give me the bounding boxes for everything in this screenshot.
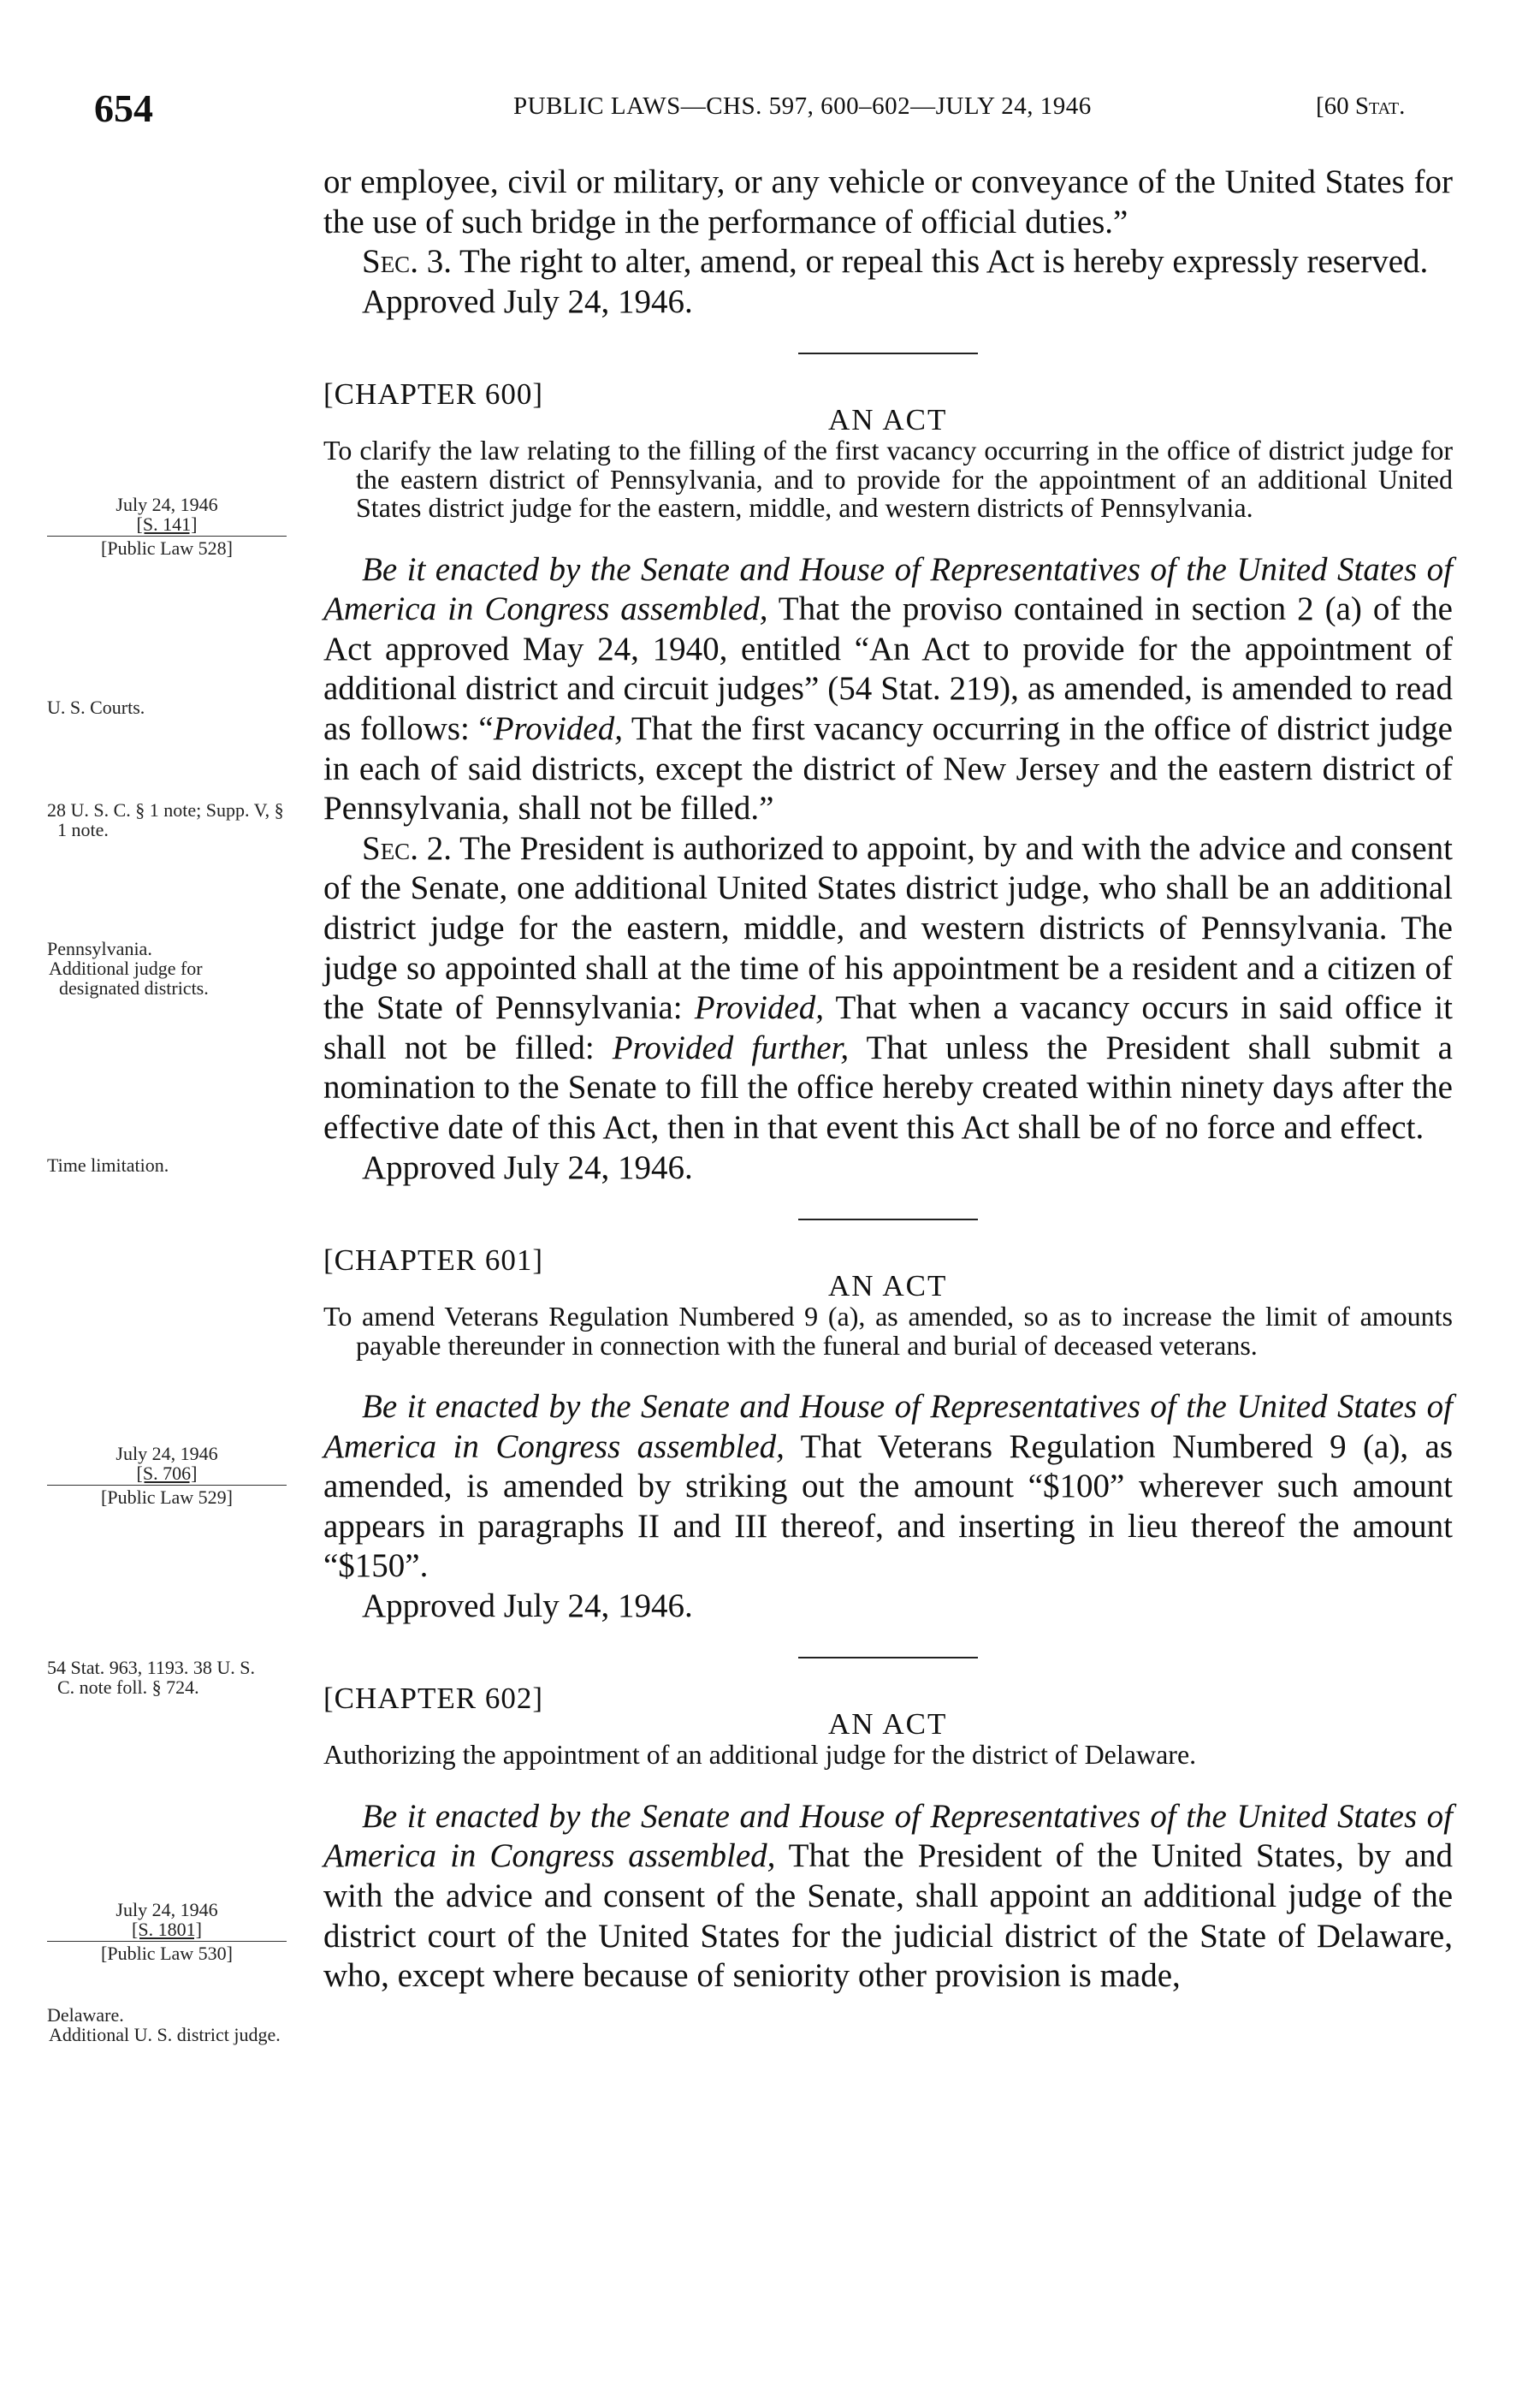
margin-note-delaware: [47, 2005, 287, 2044]
margin-public-law: [Public Law 530]: [101, 1943, 233, 1964]
main-text: [323, 163, 1453, 1997]
volume-stat: Stat.: [1354, 92, 1406, 120]
an-act-heading: AN ACT: [828, 1269, 948, 1303]
margin-note-time: Time limitation.: [47, 1154, 169, 1176]
body-text: That the first vacancy occurring in the office of district judge in each of said districts, except the district of New Jersey and the eastern district of Pennsylvania, shall not be filled.”: [323, 709, 1453, 828]
an-act-heading: AN ACT: [828, 1707, 948, 1741]
margin-note-pennsylvania: [47, 939, 287, 998]
ch600-approved: Approved July 24, 1946.: [362, 1148, 693, 1186]
ch601-purpose: To amend Veterans Regulation Numbered 9 (a), as amended, so as to increase the limit of amounts payable thereunder in connection with the funeral and burial of deceased veterans.: [323, 1301, 1453, 1361]
ch602-purpose: Authorizing the appointment of an additional judge for the district of Delaware.: [323, 1739, 1197, 1771]
ch600-section-2: [323, 829, 1453, 1148]
sec-label: Sec.: [362, 829, 418, 867]
running-head: PUBLIC LAWS—CHS. 597, 600–602—JULY 24, 1946: [513, 92, 1092, 120]
margin-ch601-header: [47, 1444, 287, 1507]
ch602-heading: [323, 1653, 1453, 1741]
body-text: That Veterans Regulation Numbered 9 (a), as amended, is amended by striking out the amount “$100” wherever such amount appears in paragraphs II and III thereof, and inserting in lieu thereof the amount “$150”.: [323, 1427, 1453, 1585]
margin-ch600-header: [47, 495, 287, 558]
margin-note-courts: U. S. Courts.: [47, 697, 145, 718]
ch597-approved: Approved July 24, 1946.: [362, 282, 693, 320]
margin-note-de-sub: Additional U. S. district judge.: [49, 2024, 281, 2045]
ch597-continuation: or employee, civil or military, or any vehicle or conveyance of the United States for the use of such bridge in the performance of official duties.”: [323, 163, 1453, 240]
ch602-section: [323, 1797, 1453, 1997]
margin-rule: [47, 1941, 287, 1942]
margin-note-usc: 28 U. S. C. § 1 note; Supp. V, § 1 note.: [47, 799, 284, 840]
body-text: That when a vacancy occurs in said office it shall not be filled:: [323, 989, 1453, 1066]
margin-public-law: [Public Law 529]: [101, 1486, 233, 1508]
sec-text: 3. The right to alter, amend, or repeal this Act is hereby expressly reserved.: [418, 243, 1429, 281]
chapter-rule: [798, 353, 978, 354]
ch600-section-1: [323, 550, 1453, 829]
ch600-purpose: To clarify the law relating to the filling of the first vacancy occurring in the office of district judge for the eastern district of Pennsylvania, and to provide for the appointment of an additional United States district judge for the eastern, middle, and western districts of Pennsylvania.: [323, 435, 1453, 524]
chapter-rule: [798, 1657, 978, 1658]
ch597-section-3: [323, 242, 1453, 282]
body-text: That the proviso contained in section 2 (a) of the Act approved May 24, 1940, entitled “An Act to provide for the appointment of additional district and circuit judges” (54 Stat. 219), as amended, is amended to read as follows: “: [323, 590, 1453, 747]
margin-public-law: [Public Law 528]: [101, 537, 233, 559]
ch601-section: [323, 1387, 1453, 1587]
margin-note-pa-title: Pennsylvania.: [47, 938, 152, 959]
page-header: [0, 86, 1540, 137]
chapter-label: [CHAPTER 602]: [323, 1682, 544, 1716]
margin-note-de-title: Delaware.: [47, 2004, 124, 2026]
margin-date: July 24, 1946: [116, 1443, 218, 1464]
margin-note-pa-sub: Additional judge for designated districts.: [49, 958, 209, 999]
enacting-clause: Be it enacted by the Senate and House of Representatives of the United States of America in Congress assembled,: [323, 550, 1453, 628]
margin-date: July 24, 1946: [116, 1899, 218, 1920]
margin-bill: [S. 141]: [136, 513, 198, 535]
ch601-heading: [323, 1215, 1453, 1303]
an-act-heading: AN ACT: [828, 403, 948, 437]
chapter-label: [CHAPTER 600]: [323, 377, 544, 412]
sec-label: Sec.: [362, 243, 418, 281]
chapter-label: [CHAPTER 601]: [323, 1243, 544, 1278]
volume-reference: [1316, 92, 1405, 121]
enacting-clause: Be it enacted by the Senate and House of Representatives of the United States of America in Congress assembled,: [323, 1797, 1453, 1875]
provided: Provided,: [694, 989, 825, 1027]
volume-prefix: [60: [1316, 92, 1355, 120]
margin-ch602-header: [47, 1900, 287, 1963]
provided: Provided,: [493, 709, 623, 747]
margin-rule: [47, 1485, 287, 1486]
ch600-heading: [323, 349, 1453, 437]
margin-rule: [47, 536, 287, 537]
margin-bill: [S. 706]: [136, 1463, 198, 1484]
enacting-clause: Be it enacted by the Senate and House of Representatives of the United States of America in Congress assembled,: [323, 1387, 1453, 1465]
provided-further: Provided further,: [612, 1029, 850, 1066]
chapter-rule: [798, 1219, 978, 1220]
body-text: That the President of the United States, by and with the advice and consent of the Senate, shall appoint an additional judge of the district court of the United States for the judicial district of the State of Delaware, who, except where because of seniority other provision is made,: [323, 1837, 1453, 1995]
margin-bill: [S. 1801]: [132, 1919, 202, 1940]
ch601-approved: Approved July 24, 1946.: [362, 1587, 693, 1624]
body-text: That unless the President shall submit a nomination to the Senate to fill the office hereby created within ninety days after the effective date of this Act, then in that event this Act shall be of no force and effect.: [323, 1029, 1453, 1146]
margin-date: July 24, 1946: [116, 494, 218, 515]
margin-note-stat: 54 Stat. 963, 1193. 38 U. S. C. note foll. § 724.: [47, 1657, 256, 1698]
page-number: 654: [94, 86, 153, 130]
body-text: 2. The President is authorized to appoint, by and with the advice and consent of the Senate, one additional United States district judge, who shall be an additional district judge for the eastern, middle, and western districts of Pennsylvania. The judge so appointed shall at the time of his appointment be a resident and a citizen of the State of Pennsylvania:: [323, 829, 1453, 1027]
